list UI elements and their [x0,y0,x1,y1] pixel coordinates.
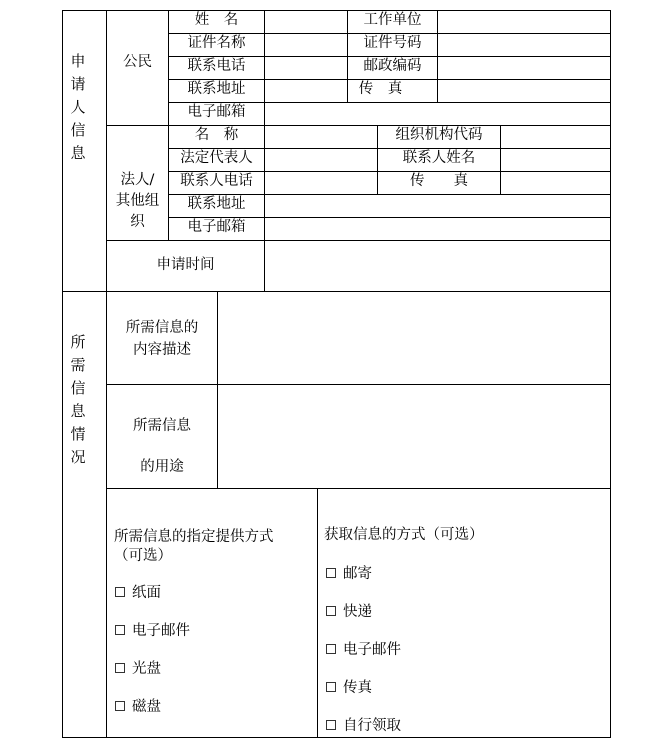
content-description-label [107,317,217,361]
usage-label-line-1: 所需信息 [133,418,191,434]
citizen-address-field[interactable] [265,80,347,102]
legal-org-code-label: 组织机构代码 [395,127,483,143]
legal-email-field[interactable] [265,218,610,240]
legal-person-label [107,170,168,233]
legal-contact-name-label: 联系人姓名 [402,150,476,166]
citizen-id-type-label: 证件名称 [187,35,246,51]
provide-option-email-label: 电子邮件 [132,623,190,639]
legal-fax-label: 传 真 [410,173,468,189]
apply-time-field[interactable] [265,241,610,291]
citizen-work-unit-label: 工作单位 [363,12,422,28]
citizen-address-label: 联系地址 [187,81,246,97]
provide-option-disk-label: 磁盘 [132,699,161,715]
applicant-section-char: 信 [70,121,86,139]
legal-address-field[interactable] [265,195,610,217]
info-section-char: 情 [70,425,86,443]
info-section-char: 息 [70,402,86,420]
provide-option-cd-label: 光盘 [132,661,161,677]
content-description-field[interactable] [218,292,610,384]
obtain-option-fax[interactable] [326,680,372,697]
provide-method-title [114,528,274,566]
citizen-postcode-label: 邮政编码 [363,58,422,74]
citizen-phone-label: 联系电话 [187,58,246,74]
legal-representative-field[interactable] [265,149,377,171]
provide-option-paper[interactable] [115,585,161,602]
obtain-option-express-label: 快递 [343,604,372,620]
legal-contact-phone-label: 联系人电话 [180,173,253,189]
applicant-section-char: 息 [70,144,86,162]
obtain-option-email[interactable] [326,642,401,659]
obtain-option-self-pickup-checkbox[interactable] [326,720,336,730]
info-section-char: 需 [70,356,86,374]
info-section-char: 况 [70,448,86,466]
usage-field[interactable] [218,385,610,488]
provide-option-email-checkbox[interactable] [115,625,125,635]
citizen-email-field[interactable] [265,103,610,125]
obtain-option-express-checkbox[interactable] [326,606,336,616]
legal-name-label: 名 称 [194,127,239,143]
provide-option-paper-label: 纸面 [132,585,161,601]
provide-option-cd-checkbox[interactable] [115,663,125,673]
obtain-option-self-pickup[interactable] [326,718,401,735]
provide-option-cd[interactable] [115,661,161,678]
obtain-option-fax-checkbox[interactable] [326,682,336,692]
citizen-id-type-field[interactable] [265,34,347,56]
citizen-name-field[interactable] [265,11,347,33]
citizen-id-number-field[interactable] [438,34,610,56]
provide-method-title-line-2: （可选） [114,548,172,564]
obtain-option-email-label: 电子邮件 [343,642,401,658]
applicant-section-char: 申 [70,52,86,70]
legal-contact-phone-field[interactable] [265,172,377,194]
obtain-option-express[interactable] [326,604,372,621]
provide-option-paper-checkbox[interactable] [115,587,125,597]
legal-address-label: 联系地址 [187,196,246,212]
usage-label-line-2: 的用途 [140,459,184,475]
citizen-phone-field[interactable] [265,57,347,79]
obtain-option-self-pickup-label: 自行领取 [343,718,401,734]
usage-label [107,406,217,488]
obtain-method-title: 获取信息的方式（可选） [324,527,484,543]
legal-name-field[interactable] [265,126,377,148]
citizen-work-unit-field[interactable] [438,11,610,33]
content-description-label-line-2: 内容描述 [133,342,191,358]
citizen-id-number-label: 证件号码 [363,35,422,51]
citizen-name-label: 姓 名 [194,12,239,28]
applicant-section-char: 请 [70,75,86,93]
obtain-option-email-checkbox[interactable] [326,644,336,654]
obtain-option-mail[interactable] [326,566,372,583]
obtain-option-mail-label: 邮寄 [343,566,372,582]
applicant-info-section-label [66,50,90,165]
legal-representative-label: 法定代表人 [180,150,253,166]
provide-option-disk-checkbox[interactable] [115,701,125,711]
info-section-char: 信 [70,379,86,397]
legal-org-code-field[interactable] [501,126,610,148]
apply-time-label: 申请时间 [156,257,215,273]
legal-fax-field[interactable] [501,172,610,194]
obtain-option-mail-checkbox[interactable] [326,568,336,578]
obtain-option-fax-label: 传真 [343,680,372,696]
content-description-label-line-1: 所需信息的 [125,320,199,336]
citizen-postcode-field[interactable] [438,57,610,79]
citizen-fax-label: 传 真 [358,81,403,97]
citizen-email-label: 电子邮箱 [187,104,246,120]
legal-contact-name-field[interactable] [501,149,610,171]
required-info-section-label [66,331,90,469]
provide-option-disk[interactable] [115,699,161,716]
provide-method-title-line-1: 所需信息的指定提供方式 [114,529,274,545]
legal-person-label-line-2: 其他组 [115,193,160,209]
citizen-fax-field[interactable] [438,80,610,102]
info-section-char: 所 [70,333,86,351]
legal-email-label: 电子邮箱 [187,219,246,235]
citizen-label: 公民 [123,54,152,70]
legal-person-label-line-1: 法人/ [120,172,155,188]
applicant-section-char: 人 [70,98,86,116]
legal-person-label-line-3: 织 [130,214,145,230]
provide-option-email[interactable] [115,623,190,640]
